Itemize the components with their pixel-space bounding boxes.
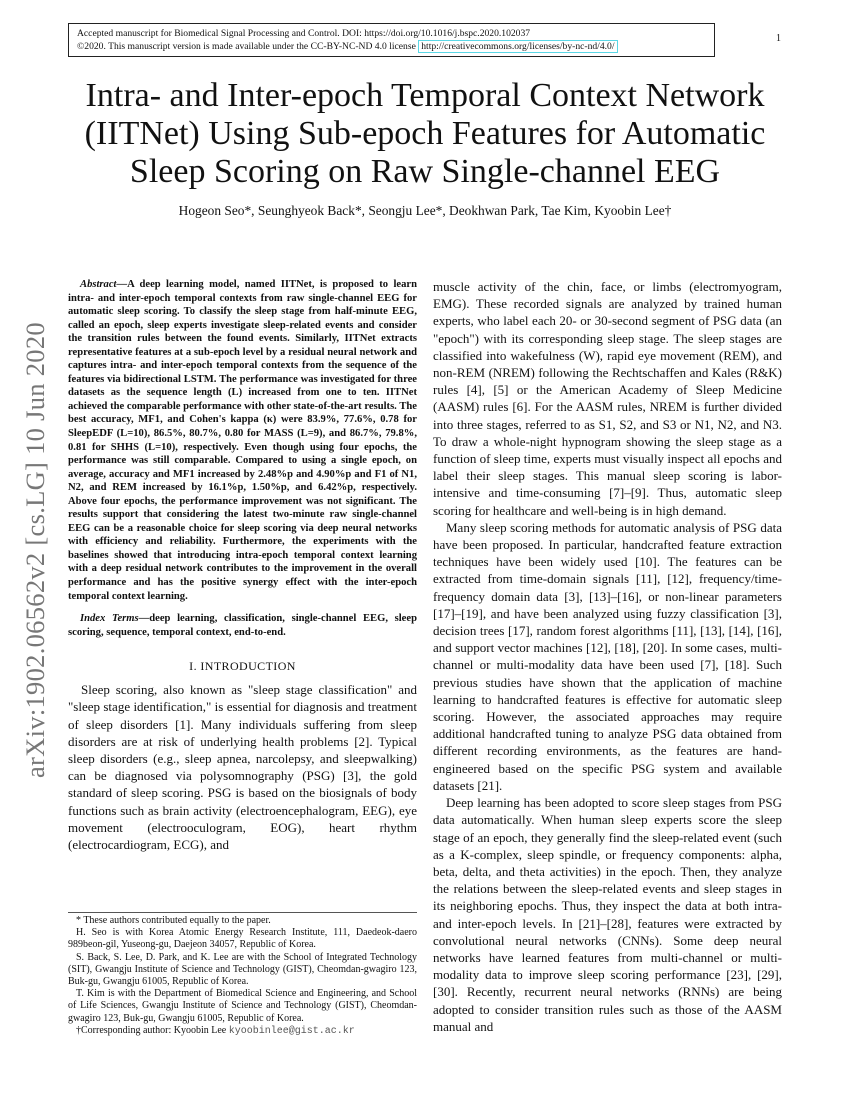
corresponding-author: †Corresponding author: Kyoobin Lee: [76, 1024, 227, 1036]
page-number: 1: [776, 33, 781, 44]
index-terms-text: —deep learning, classification, single-channel EEG, sleep scoring, sequence, temporal context, end-to-end.: [68, 613, 417, 638]
arxiv-stamp-text: arXiv:1902.06562v2 [cs.LG] 10 Jun 2020: [20, 322, 50, 778]
body-paragraph-1: muscle activity of the chin, face, or limbs (electromyogram, EMG). These recorded signals are analyzed by trained human experts, who label each 20- or 30-second segment of PSG data (an "epoch") with its corresponding sleep stage. The sleep stages are classified into wakefulness (W), rapid eye movement (REM), and non-REM (NREM) following the Rechtschaffen and Kales (R&K) rules [4], [5] or the American Academy of Sleep Medicine (AASM) rules [6]. For the AASM rules, NREM is further divided into three stages, referred to as S1, S2, and S3 or N1, N2, and N3. To draw a whole-night hypnogram showing the sleep stage as a function of sleep time, experts must visually inspect all epochs and label their sleep stages. This manual sleep scoring is labor-intensive and time-consuming [7]–[9]. Thus, automatic sleep scoring for healthcare and well-being is in high demand.: [433, 279, 782, 518]
paper-authors: Hogeon Seo*, Seunghyeok Back*, Seongju Lee*, Deokhwan Park, Tae Kim, Kyoobin Lee†: [178, 203, 672, 218]
body-paragraph-3: Deep learning has been adopted to score sleep stages from PSG data automatically. When human sleep experts score the sleep stage of an epoch, they generally find the sleep-related event (such as a K-complex, sleep spindle, or frequency components: alpha, beta, delta, and theta activities) in the epoch. Then, they analyze the relations between the sleep-related events and sleep stages in its neighboring epochs. Thus, they inspect the data at both intra- and inter-epoch levels. In [21]–[28], features were extracted by convolutional neural networks (CNNs). Some deep neural networks have learned features from multi-channel or multi-modality data to improve sleep scoring performance [23], [29], [30]. Recently, recurrent neural networks (RNNs) are being adopted to consider transition rules such as those of the AASM manual and: [433, 795, 782, 1034]
abstract-label: Abstract: [80, 279, 117, 290]
notice-license-text: ©2020. This manuscript version is made available under the CC-BY-NC-ND 4.0 license: [77, 41, 416, 52]
index-terms-label: Index Terms: [80, 613, 139, 625]
notice-line-1: Accepted manuscript for Biomedical Signal Processing and Control. DOI: https://doi.org/10.1016/j.bspc.2020.102037: [77, 28, 531, 39]
footnote-corresponding: [68, 1025, 417, 1038]
arxiv-stamp: [20, 298, 50, 778]
license-notice-box: [68, 23, 715, 57]
index-terms: [68, 612, 417, 639]
footnotes: [68, 912, 417, 1038]
right-column: [433, 278, 782, 1035]
body-paragraph-2: Many sleep scoring methods for automatic analysis of PSG data have been proposed. In particular, handcrafted feature extraction techniques have been widely used [10]. The features can be extracted from time-domain signals [11], [12], frequency/time-frequency domain data [3], [13]–[16], or non-linear parameters [17]–[19], and have been analyzed using fuzzy classification [3], decision trees [17], random forest algorithms [11], [13], [14], [16], and support vector machines [12], [18], [20]. In some cases, multi-channel or multi-modality data have been used [7], [18]. Such previous studies have shown that the application of machine learning to handcrafted features is effective for automatic sleep scoring. However, the associated approaches may require additional handcrafted tuning to analyze PSG data obtained from different recording environments, as the features are hand-engineered based on the specific PSG system and available datasets [21].: [433, 519, 782, 793]
left-column: [68, 278, 417, 853]
paper-title: Intra- and Inter-epoch Temporal Context Network (IITNet) Using Sub-epoch Features for Automatic Sleep Scoring on Raw Single-channel EEG: [84, 77, 766, 190]
footnote-affiliation-seo: H. Seo is with Korea Atomic Energy Research Institute, 111, Daedeok-daero 989beon-gil, Yuseong-gu, Daejeon 34057, Republic of Korea.: [68, 927, 417, 951]
footnote-equal-contribution: * These authors contributed equally to the paper.: [76, 915, 271, 926]
license-link[interactable]: http://creativecommons.org/licenses/by-nc-nd/4.0/: [418, 40, 617, 53]
corresponding-email[interactable]: kyoobinlee@gist.ac.kr: [228, 1025, 355, 1037]
abstract-text: —A deep learning model, named IITNet, is proposed to learn intra- and inter-epoch temporal contexts from raw single-channel EEG for automatic sleep scoring. To classify the sleep stage from half-minute EEG, called an epoch, sleep experts investigate sleep-related events and consider the transition rules between the found events. Similarly, IITNet extracts representative features at a sub-epoch level by a residual neural network and captures intra- and inter-epoch temporal contexts from the sequence of the features via bidirectional LSTM. The performance was investigated for three datasets as the sequence length (L) increased from one to ten. IITNet achieved the comparable performance with other state-of-the-art results. The best accuracy, MF1, and Cohen's kappa (κ) were 83.9%, 77.6%, 0.78 for SleepEDF (L=10), 86.5%, 80.7%, 0.80 for MASS (L=9), and 86.7%, 79.8%, 0.81 for SHHS (L=10), respectively. Even though using four epochs, the performance was still comparable. Compared to using a single epoch, on average, accuracy and MF1 increased by 2.48%p and 4.90%p and F1 of N1, N2, and REM increased by 16.1%p, 1.50%p, and 6.42%p, respectively. Above four epochs, the performance improvement was not significant. The results support that considering the latest two-minute raw single-channel EEG can be a reasonable choice for sleep scoring via deep neural networks with efficiency and reliability. Furthermore, the experiments with the baselines showed that introducing intra-epoch temporal context learning with a deep residual network contributes to the improvement in the overall performance and has the positive synergy effect with the inter-epoch temporal context learning.: [68, 279, 417, 602]
intro-paragraph-1: Sleep scoring, also known as "sleep stage classification" and "sleep stage identification," is essential for diagnosis and treatment of sleep disorders [1]. Many individuals suffering from sleep disorders are at risk of underlying health problems [2]. Typical sleep disorders (e.g., sleep apnea, narcolepsy, and sleepwalking) can be diagnosed via polysomnography (PSG) [3], the gold standard of sleep scoring. PSG is based on the biosignals of body functions such as brain activity (electroencephalogram, EEG), eye movement (electrooculogram, EOG), heart rhythm (electrocardiogram, ECG), and: [68, 682, 417, 853]
footnote-affiliation-kim: T. Kim is with the Department of Biomedical Science and Engineering, and School of Life Sciences, Gwangju Institute of Science and Technology (GIST), Cheomdan-gwagiro 123, Buk-gu, Gwangju 61005, Republic of Korea.: [68, 988, 417, 1024]
notice-line-2: [77, 40, 706, 53]
abstract: [68, 278, 417, 603]
section-heading-introduction: I. INTRODUCTION: [189, 659, 296, 674]
footnote-affiliation-sit: S. Back, S. Lee, D. Park, and K. Lee are with the School of Integrated Technology (SIT), Gwangju Institute of Science and Technology (GIST), Cheomdan-gwagiro 123, Buk-gu, Gwangju 61005, Republic of Korea.: [68, 951, 417, 988]
